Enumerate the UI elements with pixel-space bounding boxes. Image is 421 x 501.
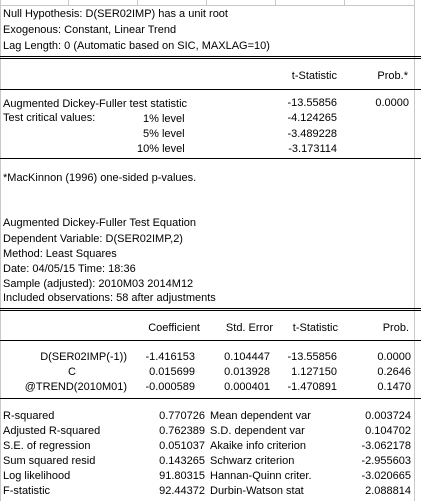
variable-name: C [68, 366, 76, 378]
col-header-tstat: t-Statistic [291, 70, 337, 82]
level-label: 1% level [143, 113, 185, 125]
stat-value: 0.104702 [365, 425, 411, 437]
stat-value: 0.143265 [159, 455, 205, 467]
exogenous-line: Exogenous: Constant, Linear Trend [3, 24, 177, 36]
null-hypothesis: Null Hypothesis: D(SER02IMP) has a unit root [3, 8, 228, 20]
col-header-coefficient: Coefficient [148, 322, 200, 334]
std-error-value: 0.104447 [224, 351, 270, 363]
lag-length-line: Lag Length: 0 (Automatic based on SIC, MAXLAG=10) [3, 40, 270, 52]
variable-name: D(SER02IMP(-1)) [40, 351, 127, 363]
col-header-tstatistic: t-Statistic [292, 322, 338, 334]
observations-line: Included observations: 58 after adjustments [3, 292, 216, 304]
stat-label: S.D. dependent var [210, 425, 305, 437]
footnote: *MacKinnon (1996) one-sided p-values. [3, 172, 197, 184]
adf-prob-value: 0.0000 [375, 97, 409, 109]
coefficient-value: -0.000589 [145, 381, 195, 393]
stat-label: Akaike info criterion [210, 440, 306, 452]
equation-title: Augmented Dickey-Fuller Test Equation [3, 217, 197, 229]
col-header-prob: Prob. [382, 322, 409, 334]
level-label: 5% level [143, 128, 185, 140]
level-value: -4.124265 [287, 112, 337, 124]
prob-value: 0.0000 [377, 351, 411, 363]
adf-tstat-value: -13.55856 [287, 97, 337, 109]
stat-label: Schwarz criterion [210, 455, 295, 467]
stat-value: 91.80315 [159, 470, 205, 482]
level-value: -3.489228 [287, 128, 337, 140]
std-error-value: 0.013928 [224, 366, 270, 378]
stat-label: Durbin-Watson stat [210, 485, 304, 497]
prob-value: 0.1470 [377, 381, 411, 393]
prob-value: 0.2646 [377, 366, 411, 378]
double-rule [0, 308, 421, 311]
grid-line [0, 0, 1, 501]
stat-label: F-statistic [3, 485, 51, 497]
stat-value: 0.051037 [159, 440, 205, 452]
stat-value: 0.770726 [159, 410, 205, 422]
stat-value: 92.44372 [159, 485, 205, 497]
tstat-value: -1.470891 [287, 381, 337, 393]
level-value: -3.173114 [288, 143, 337, 155]
stat-label: Hannan-Quinn criter. [210, 470, 312, 482]
date-time-line: Date: 04/05/15 Time: 18:36 [3, 263, 136, 275]
stat-value: -3.062178 [361, 440, 411, 452]
col-header-std-error: Std. Error [225, 322, 273, 334]
coefficient-value: 0.015699 [149, 366, 195, 378]
top-border [0, 5, 414, 6]
tstat-value: 1.127150 [291, 366, 337, 378]
critical-values-label: Test critical values: [3, 112, 96, 124]
stat-label: Adjusted R-squared [3, 425, 101, 437]
rule [0, 89, 421, 90]
stat-label: R-squared [3, 410, 55, 422]
stat-label: Sum squared resid [3, 455, 96, 467]
stat-value: 0.762389 [159, 425, 205, 437]
adf-stat-label: Augmented Dickey-Fuller test statistic [3, 98, 188, 110]
stat-value: 2.088814 [365, 485, 411, 497]
stat-label: S.E. of regression [3, 440, 91, 452]
stat-value: 0.003724 [365, 410, 411, 422]
stat-value: -3.020665 [361, 470, 411, 482]
stat-label: Log likelihood [3, 470, 71, 482]
stat-label: Mean dependent var [210, 410, 311, 422]
tstat-value: -13.55856 [287, 351, 337, 363]
variable-name: @TREND(2010M01) [24, 381, 127, 393]
sample-line: Sample (adjusted): 2010M03 2014M12 [3, 278, 194, 290]
std-error-value: 0.000401 [224, 381, 270, 393]
double-rule [0, 56, 421, 59]
rule [0, 398, 421, 399]
col-header-prob: Prob.* [377, 70, 408, 82]
rule [0, 340, 421, 341]
coefficient-value: -1.416153 [145, 351, 195, 363]
grid-line [414, 0, 415, 501]
rule [0, 158, 421, 159]
stat-value: -2.955603 [361, 455, 411, 467]
dependent-variable: Dependent Variable: D(SER02IMP,2) [3, 233, 183, 245]
level-label: 10% level [137, 143, 185, 155]
method-line: Method: Least Squares [3, 248, 117, 260]
